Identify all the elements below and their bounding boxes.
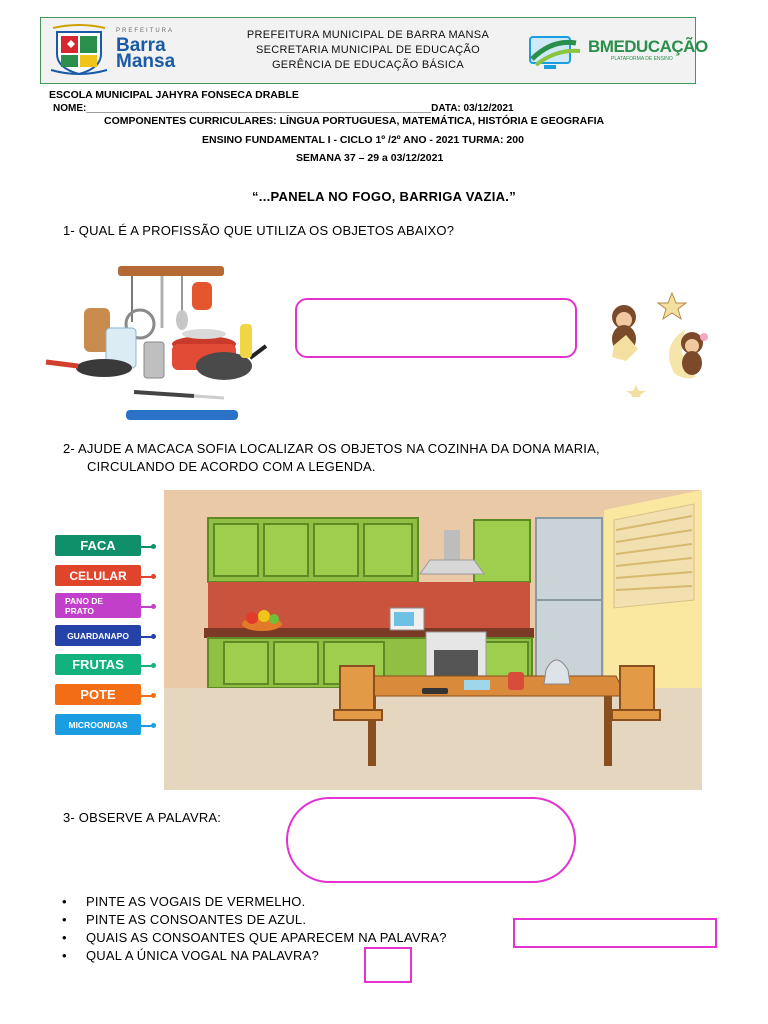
worksheet-title: “...PANELA NO FOGO, BARRIGA VAZIA.”: [252, 189, 516, 204]
bm-education-logo-text: BMEDUCAÇÃO: [588, 37, 708, 56]
kitchen-scene-illustration[interactable]: [164, 490, 702, 790]
legend-faca: FACA: [55, 535, 141, 556]
legend-celular: CELULAR: [55, 565, 141, 586]
legend-guardanapo: GUARDANAPO: [55, 625, 141, 646]
legend-frutas: FRUTAS: [55, 654, 141, 675]
question-2-line-2: CIRCULANDO DE ACORDO COM A LEGENDA.: [87, 459, 376, 474]
monkeys-illustration: [596, 285, 726, 397]
legend-microondas: MICROONDAS: [55, 714, 141, 735]
school-level: ENSINO FUNDAMENTAL I - CICLO 1º /2º ANO - 2021 TURMA: 200: [202, 134, 524, 146]
header-line-1: PREFEITURA MUNICIPAL DE BARRA MANSA: [246, 29, 490, 41]
bm-education-logo-icon: [526, 29, 582, 73]
question-3: 3- OBSERVE A PALAVRA:: [63, 810, 222, 825]
name-date-field: NOME:______________________________________________________________DATA: 03/12/2021: [53, 103, 514, 114]
vowel-answer-box[interactable]: [364, 947, 412, 983]
city-crest-logo: [49, 24, 109, 76]
consonants-answer-box[interactable]: [513, 918, 717, 948]
legend-pote: POTE: [55, 684, 141, 705]
school-name: ESCOLA MUNICIPAL JAHYRA FONSECA DRABLE: [49, 89, 299, 101]
week-info: SEMANA 37 – 29 a 03/12/2021: [296, 152, 444, 164]
question-1: 1- QUAL É A PROFISSÃO QUE UTILIZA OS OBJETOS ABAIXO?: [63, 223, 455, 238]
kitchen-utensils-illustration: [44, 262, 274, 430]
brand-prefix: PREFEITURA: [116, 28, 175, 34]
bm-education-logo-subtitle: PLATAFORMA DE ENSINO: [611, 56, 673, 62]
word-display-box[interactable]: [286, 797, 576, 883]
header-line-2: SECRETARIA MUNICIPAL DE EDUCAÇÃO: [256, 44, 480, 56]
question-2-line-1: 2- AJUDE A MACACA SOFIA LOCALIZAR OS OBJETOS NA COZINHA DA DONA MARIA,: [63, 441, 600, 456]
bullet-which-consonants: • QUAIS AS CONSOANTES QUE APARECEM NA PALAVRA?: [62, 930, 447, 945]
bullet-only-vowel: • QUAL A ÚNICA VOGAL NA PALAVRA?: [62, 948, 319, 963]
bullet-paint-consonants: • PINTE AS CONSOANTES DE AZUL.: [62, 912, 306, 927]
curricular-components: COMPONENTES CURRICULARES: LÍNGUA PORTUGUESA, MATEMÁTICA, HISTÓRIA E GEOGRAFIA: [104, 115, 605, 127]
brand-name-line1: Barra: [116, 35, 166, 56]
bullet-paint-vowels: • PINTE AS VOGAIS DE VERMELHO.: [62, 894, 305, 909]
brand-name-line2: Mansa: [116, 51, 176, 72]
legend-pano-de-prato: PANO DE PRATO: [55, 593, 141, 618]
profession-answer-box[interactable]: [295, 298, 577, 358]
header-line-3: GERÊNCIA DE EDUCAÇÃO BÁSICA: [271, 59, 465, 71]
